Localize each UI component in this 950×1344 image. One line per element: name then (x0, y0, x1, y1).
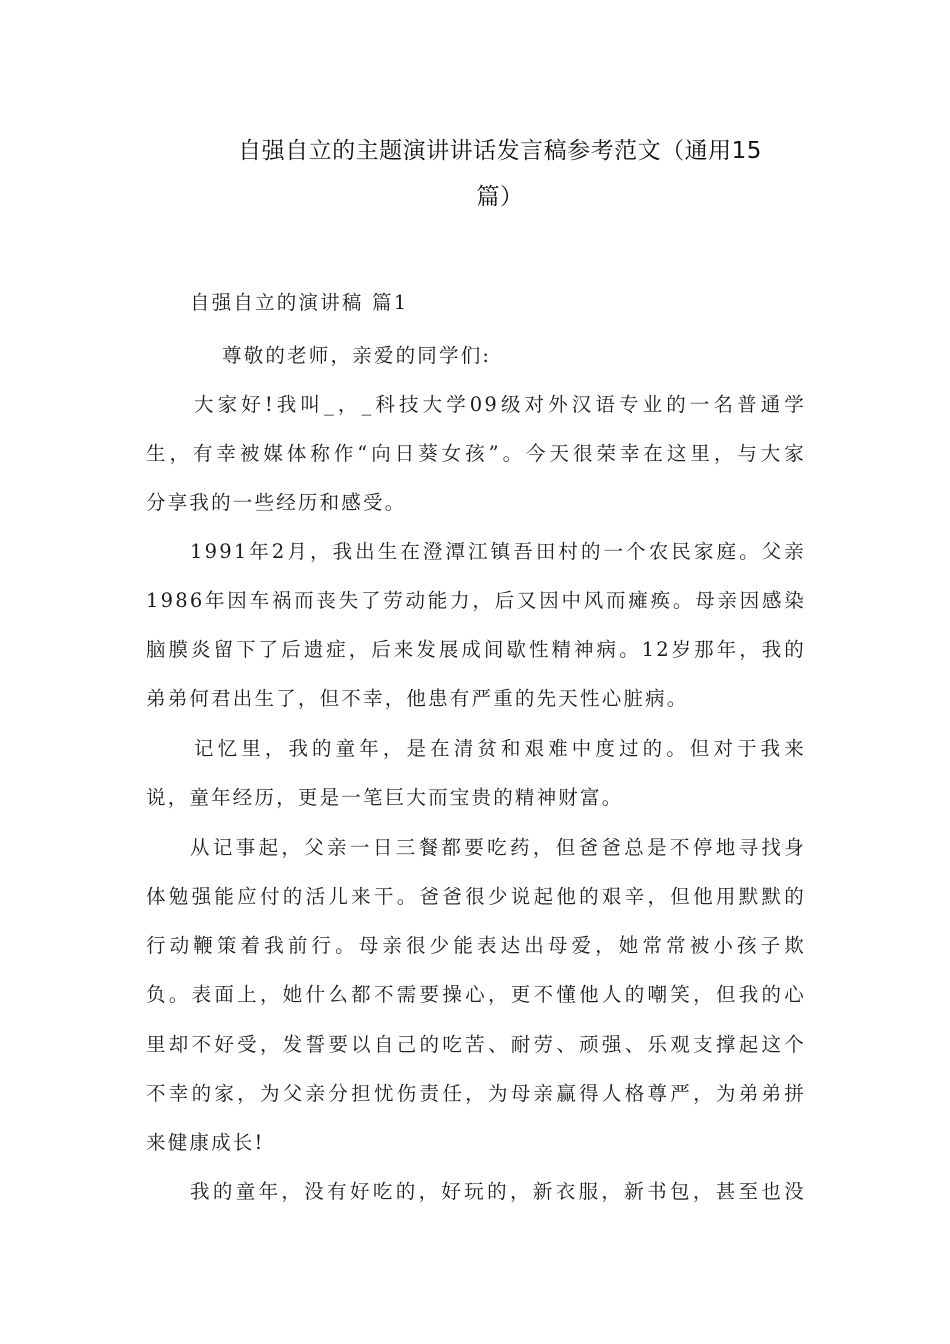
paragraph-line: 1991年2月，我出生在澄潭江镇吾田村的一个农民家庭。父亲 (190, 540, 806, 563)
document-title (210, 128, 790, 220)
title-line-1: 自强自立的主题演讲讲话发言稿参考范文（通用15 (238, 138, 762, 164)
paragraph-line: 体勉强能应付的活儿来干。爸爸很少说起他的艰辛，但他用默默的 (146, 885, 806, 908)
paragraph-line: 行动鞭策着我前行。母亲很少能表达出母爱，她常常被小孩子欺 (146, 934, 806, 957)
paragraph-line: 生，有幸被媒体称作“向日葵女孩”。今天很荣幸在这里，与大家 (146, 442, 806, 465)
paragraph-line: 1986年因车祸而丧失了劳动能力，后又因中风而瘫痪。母亲因感染 (146, 589, 806, 612)
paragraph-line: 说，童年经历，更是一笔巨大而宝贵的精神财富。 (146, 786, 624, 809)
salutation: 尊敬的老师，亲爱的同学们: (222, 344, 492, 367)
paragraph-line: 里却不好受，发誓要以自己的吃苦、耐劳、顽强、乐观支撑起这个 (146, 1033, 806, 1056)
paragraph-line: 来健康成长! (146, 1131, 265, 1154)
paragraph-line: 不幸的家，为父亲分担忧伤责任，为母亲赢得人格尊严，为弟弟拼 (146, 1082, 806, 1105)
paragraph-line: 分享我的一些经历和感受。 (146, 491, 407, 514)
paragraph-line: 大家好!我叫_，_科技大学09级对外汉语专业的一名普通学 (194, 393, 806, 416)
paragraph-line: 我的童年，没有好吃的，好玩的，新衣服，新书包，甚至也没 (190, 1180, 806, 1203)
paragraph-line: 记忆里，我的童年，是在清贫和艰难中度过的。但对于我来 (194, 737, 806, 760)
paragraph-line: 弟弟何君出生了，但不幸，他患有严重的先天性心脏病。 (146, 687, 689, 710)
paragraph-line: 脑膜炎留下了后遗症，后来发展成间歇性精神病。12岁那年，我的 (146, 638, 806, 661)
paragraph-line: 从记事起，父亲一日三餐都要吃药，但爸爸总是不停地寻找身 (190, 836, 806, 859)
title-line-2: 篇） (476, 184, 524, 210)
paragraph-line: 负。表面上，她什么都不需要操心，更不懂他人的嘲笑，但我的心 (146, 983, 806, 1006)
section-heading: 自强自立的演讲稿 篇1 (190, 291, 409, 314)
